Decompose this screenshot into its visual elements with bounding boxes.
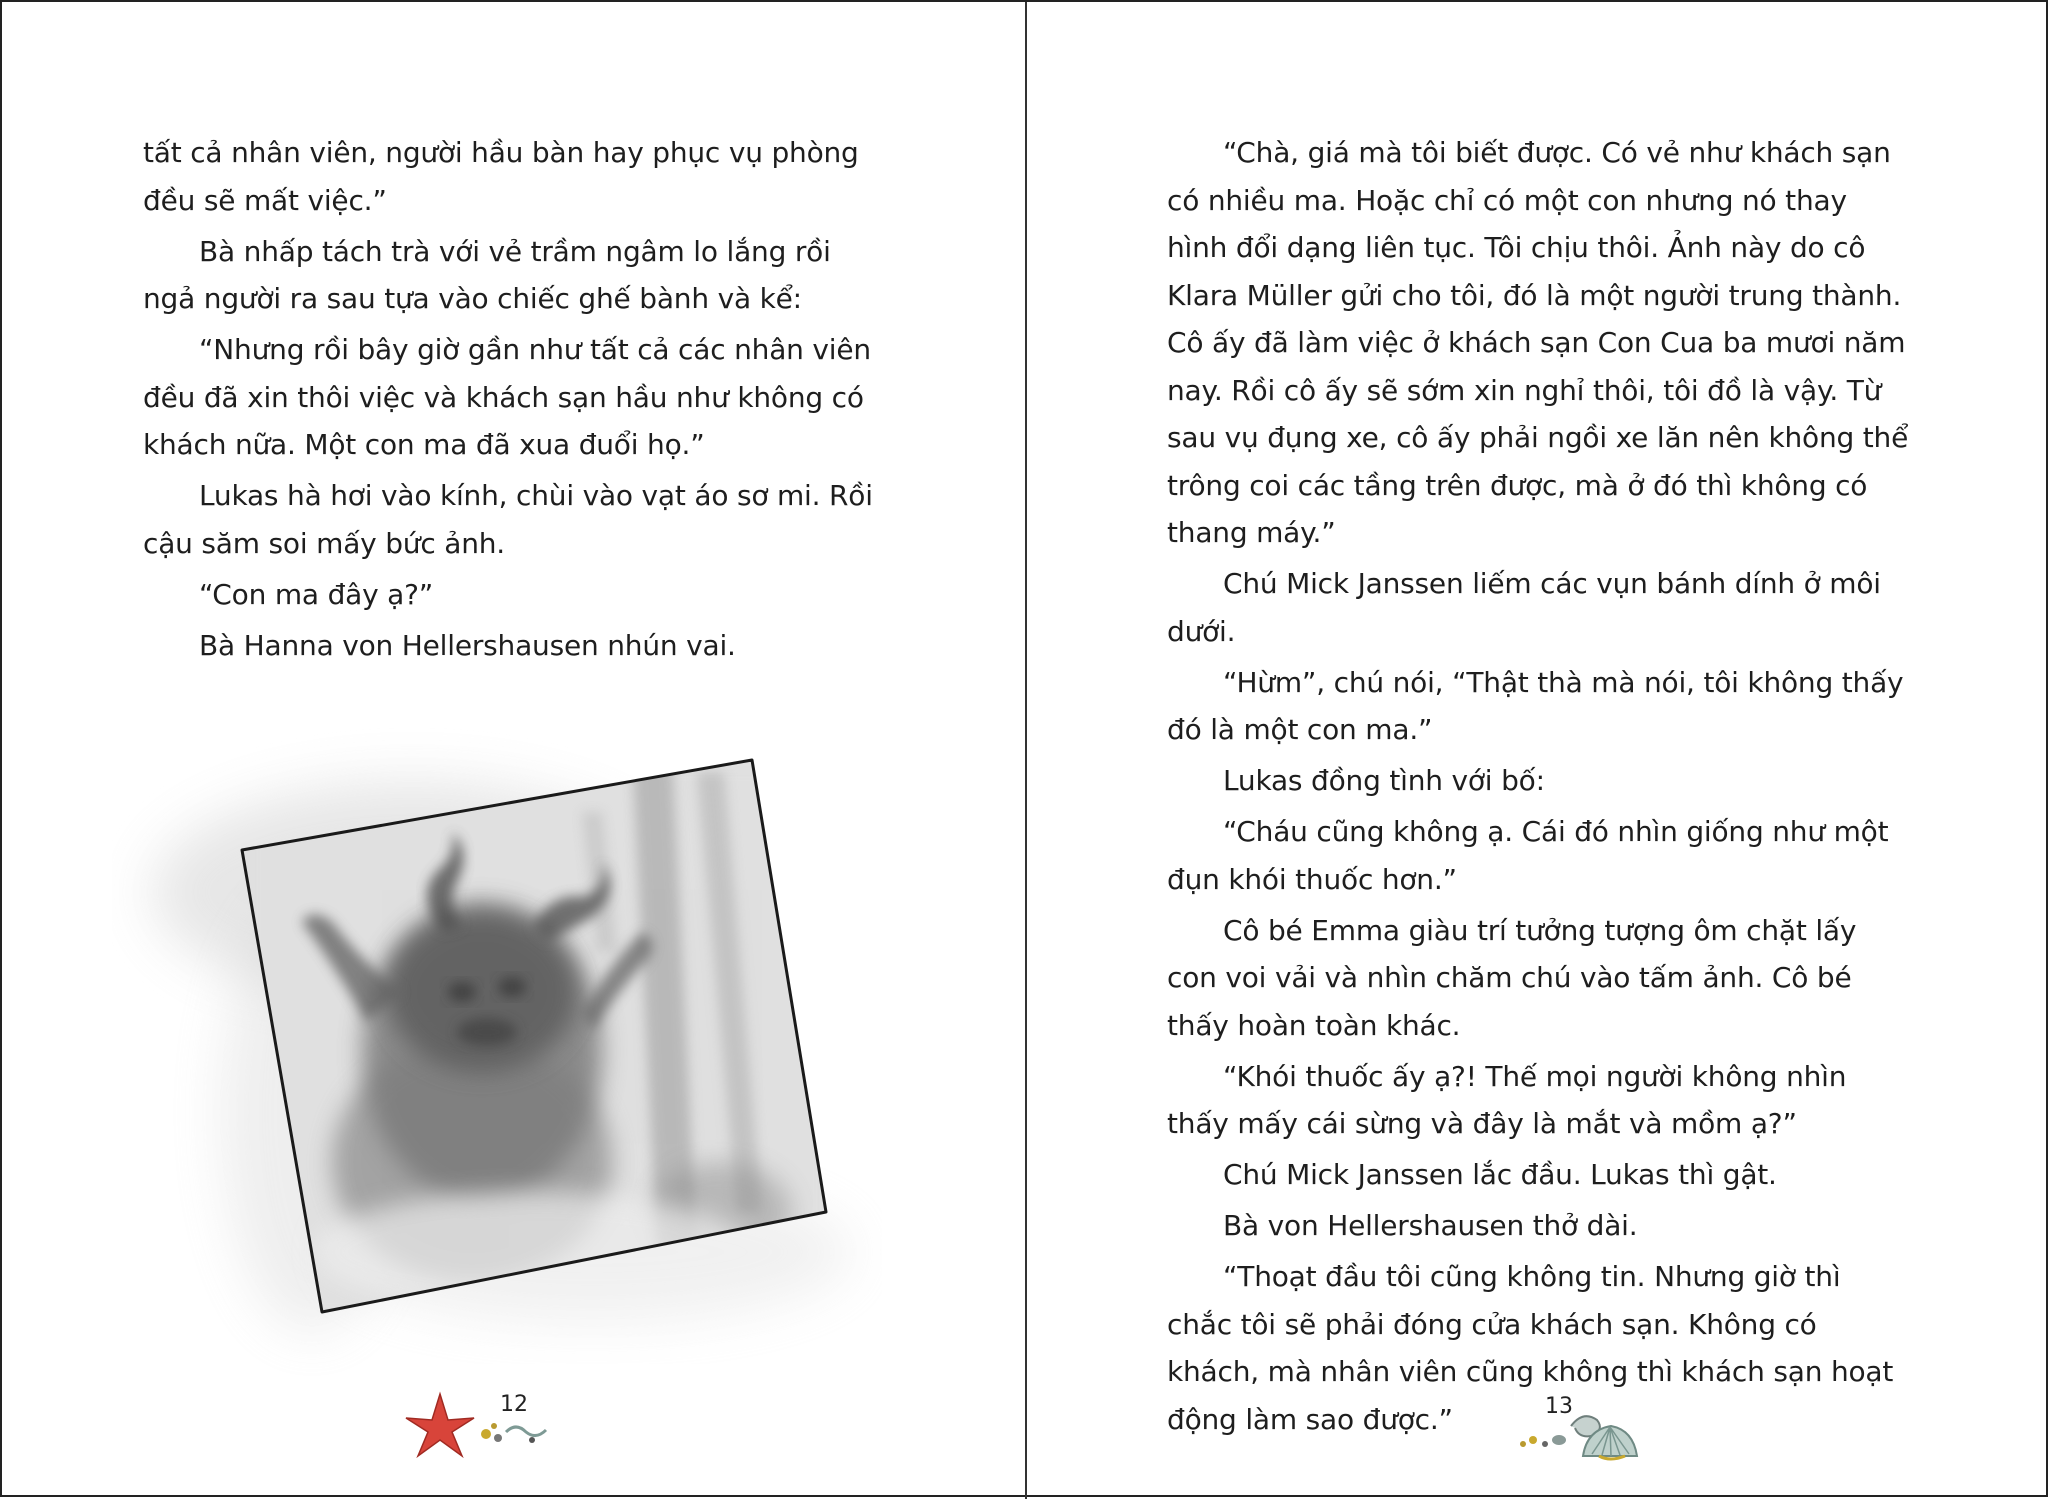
ghost-photo-drawing — [112, 692, 882, 1382]
paragraph: Chú Mick Janssen lắc đầu. Lukas thì gật. — [1223, 1158, 1777, 1191]
paragraph: “Chà, giá mà tôi biết được. Có vẻ như khách sạn có nhiều ma. Hoặc chỉ có một con nhưng nó thay hình đổi dạng liên tục. Tôi chịu thôi. Ảnh này do cô Klara Müller gửi cho tôi, đó là một người trung thành. Cô ấy đã làm việc ở khách sạn Con Cua ba mươi năm nay. Rồi cô ấy sẽ sớm xin nghỉ thôi, tôi đồ là vậy. Từ sau vụ đụng xe, cô ấy phải ngồi xe lăn nên không thể trông coi các tầng trên được, mà ở đó thì không có thang máy.” — [1167, 136, 1909, 549]
right-page-footer — [1487, 1382, 1747, 1462]
page-number: 13 — [1545, 1394, 1573, 1419]
paragraph: “Nhưng rồi bây giờ gần như tất cả các nhân viên đều đã xin thôi việc và khách sạn hầu như không có khách nữa. Một con ma đã xua đuổi họ.” — [143, 333, 871, 461]
paragraph: “Hừm”, chú nói, “Thật thà mà nói, tôi không thấy đó là một con ma.” — [1167, 665, 1904, 746]
paragraph: Lukas hà hơi vào kính, chùi vào vạt áo sơ mi. Rồi cậu săm soi mấy bức ảnh. — [143, 479, 873, 560]
page-number: 12 — [500, 1392, 528, 1417]
paragraph: Lukas đồng tình với bố: — [1223, 764, 1545, 797]
paragraph: “Khói thuốc ấy ạ?! Thế mọi người không nhìn thấy mấy cái sừng và đây là mắt và mồm ạ?” — [1167, 1059, 1847, 1140]
left-page-footer — [382, 1382, 642, 1462]
paragraph: Cô bé Emma giàu trí tưởng tượng ôm chặt lấy con voi vải và nhìn chăm chú vào tấm ảnh. Cô bé thấy hoàn toàn khác. — [1167, 913, 1857, 1042]
paragraph: tất cả nhân viên, người hầu bàn hay phục vụ phòng đều sẽ mất việc.” — [143, 136, 859, 217]
paragraph: Bà nhấp tách trà với vẻ trầm ngâm lo lắng rồi ngả người ra sau tựa vào chiếc ghế bành và kể: — [143, 234, 831, 315]
ghost-photo-illustration — [112, 692, 882, 1382]
paragraph: “Con ma đây ạ?” — [199, 577, 434, 611]
left-page — [2, 2, 1025, 1499]
paragraph: “Cháu cũng không ạ. Cái đó nhìn giống như một đụn khói thuốc hơn.” — [1167, 815, 1889, 896]
paragraph: Bà Hanna von Hellershausen nhún vai. — [199, 628, 736, 662]
paragraph: “Thoạt đầu tôi cũng không tin. Nhưng giờ thì chắc tôi sẽ phải đóng cửa khách sạn. Không có khách, mà nhân viên cũng không thì khách sạn hoạt động làm sao được.” — [1167, 1260, 1894, 1436]
right-page — [1027, 2, 2048, 1499]
paragraph: Chú Mick Janssen liếm các vụn bánh dính ở môi dưới. — [1167, 567, 1881, 648]
paragraph: Bà von Hellershausen thở dài. — [1223, 1209, 1638, 1242]
left-page-text — [143, 129, 885, 673]
seashell-icon — [1487, 1382, 1747, 1462]
right-page-text — [1167, 129, 1912, 1447]
